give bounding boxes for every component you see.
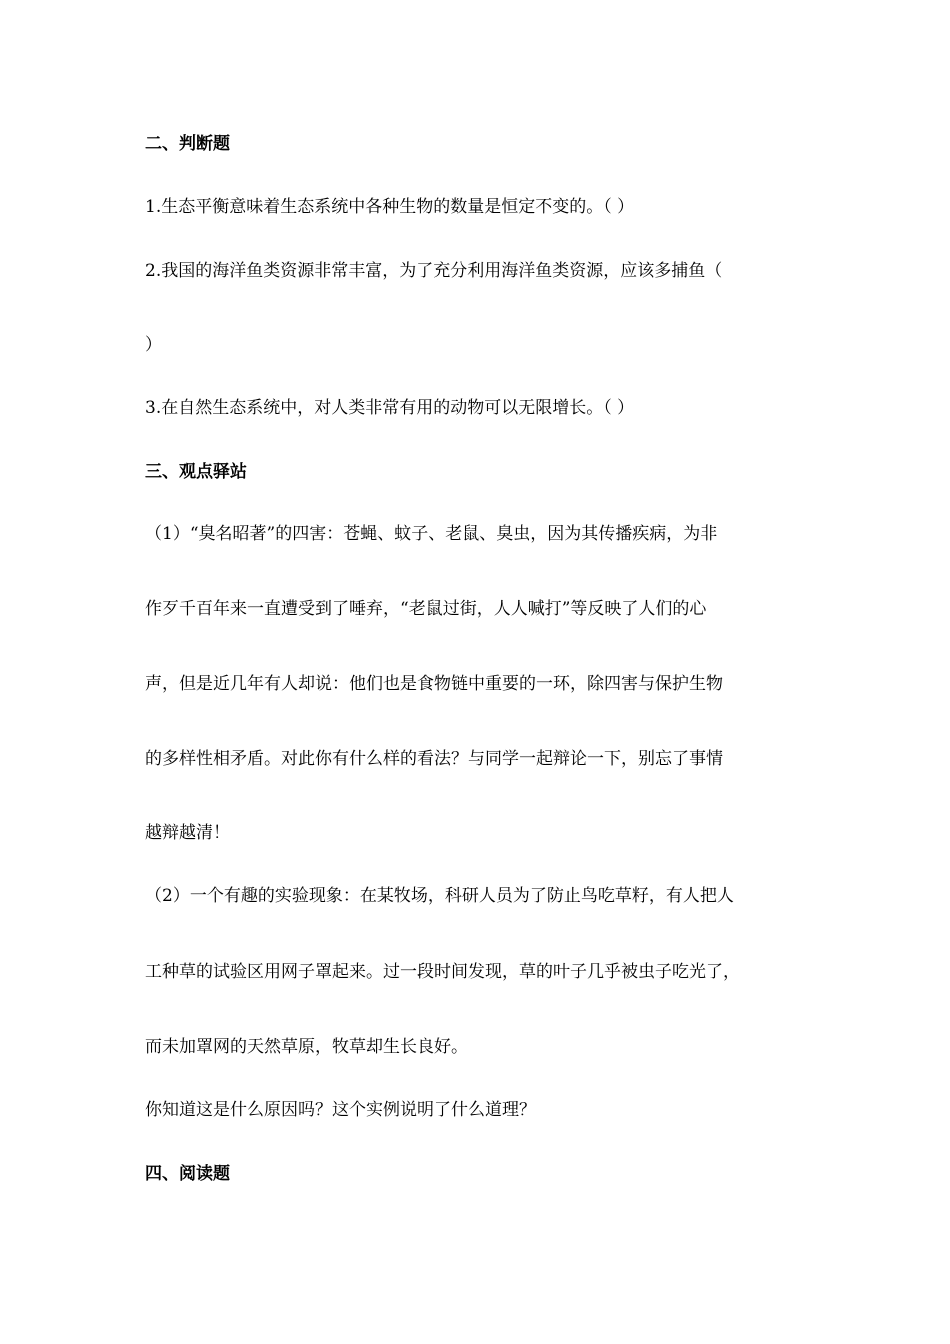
- paragraph-1-line: 越辩越清！: [145, 823, 230, 843]
- paragraph-1-line: 声，但是近几年有人却说：他们也是食物链中重要的一环，除四害与保护生物: [145, 674, 723, 694]
- paragraph-2-question: 你知道这是什么原因吗？这个实例说明了什么道理？: [145, 1100, 536, 1120]
- paragraph-2-line: （2）一个有趣的实验现象：在某牧场，科研人员为了防止鸟吃草籽，有人把人: [145, 886, 734, 906]
- question-3: 3.在自然生态系统中，对人类非常有用的动物可以无限增长。（ ）: [145, 398, 635, 418]
- question-2-line-2: ）: [145, 335, 162, 355]
- paragraph-2-line: 而未加罩网的天然草原，牧草却生长良好。: [145, 1037, 468, 1057]
- paragraph-1-line: 作歹千百年来一直遭受到了唾弃，“老鼠过街，人人喊打”等反映了人们的心: [145, 599, 707, 619]
- question-2-line-1: 2.我国的海洋鱼类资源非常丰富，为了充分利用海洋鱼类资源，应该多捕鱼（: [145, 261, 723, 281]
- paragraph-2-line: 工种草的试验区用网子罩起来。过一段时间发现，草的叶子几乎被虫子吃光了，: [145, 962, 740, 982]
- section-heading-viewpoints: 三、观点驿站: [145, 462, 247, 482]
- section-heading-reading: 四、阅读题: [145, 1164, 230, 1184]
- section-heading-judgment: 二、判断题: [145, 134, 230, 154]
- paragraph-1-line: 的多样性相矛盾。对此你有什么样的看法？与同学一起辩论一下，别忘了事情: [145, 749, 723, 769]
- paragraph-1-line: （1）“臭名昭著”的四害：苍蝇、蚊子、老鼠、臭虫，因为其传播疾病，为非: [145, 524, 718, 544]
- question-1: 1.生态平衡意味着生态系统中各种生物的数量是恒定不变的。（ ）: [145, 197, 635, 217]
